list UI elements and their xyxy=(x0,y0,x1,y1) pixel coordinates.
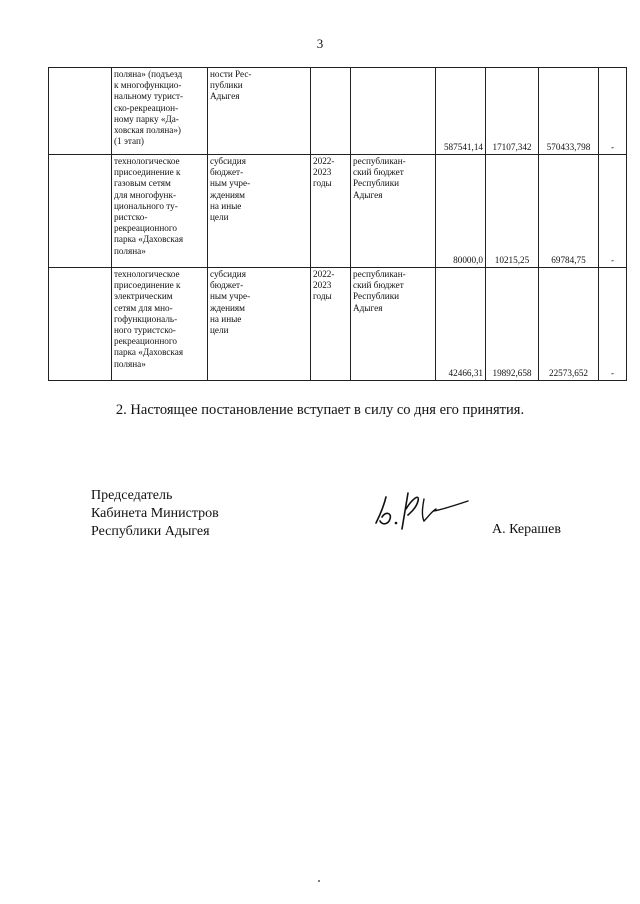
table-cell-form xyxy=(208,68,311,155)
table-cell-total: 80000,0 xyxy=(436,155,486,268)
table-cell-2022: 10215,25 xyxy=(486,155,539,268)
table-cell-form xyxy=(208,155,311,268)
signatory-title-line1: Председатель xyxy=(91,488,173,503)
table-cell-form xyxy=(208,268,311,381)
cell-text: технологическое присоединение к газовым сетям для многофунк- ционального ту- ристско- рекреационного парка «Даховская поляна» xyxy=(114,156,184,256)
cell-text: субсидия бюджет- ным учре- ждениям на иные цели xyxy=(210,269,251,336)
handwritten-signature xyxy=(372,487,472,535)
table-cell-extra: - xyxy=(599,155,627,268)
table-cell-name xyxy=(112,268,208,381)
table-cell-total: 42466,31 xyxy=(436,268,486,381)
page-number: 3 xyxy=(316,36,324,51)
table-cell-2022: 17107,342 xyxy=(486,68,539,155)
cell-text: республикан- ский бюджет Республики Адыгея xyxy=(353,269,406,313)
empty-cell xyxy=(49,68,112,155)
table-row xyxy=(49,68,627,155)
clause-text: 2. Настоящее постановление вступает в силу со дня его принятия. xyxy=(115,402,525,418)
table-cell-name xyxy=(112,155,208,268)
table-cell-2023: 22573,652 xyxy=(539,268,599,381)
cell-text: поляна» (подъезд к многофункцио- нальному турист- ско-рекреацион- ному парку «Да- ховская поляна») (1 этап) xyxy=(114,69,184,147)
signer-name: А. Керашев xyxy=(492,522,561,537)
scan-dot xyxy=(318,880,320,882)
cell-text: 2022- 2023 годы xyxy=(313,269,335,302)
table-cell-source xyxy=(351,68,436,155)
signatory-block xyxy=(91,487,219,541)
table-cell-source xyxy=(351,268,436,381)
table-cell-2022: 19892,658 xyxy=(486,268,539,381)
table-cell-period xyxy=(311,155,351,268)
table-row xyxy=(49,268,627,381)
cell-text: республикан- ский бюджет Республики Адыгея xyxy=(353,156,406,200)
empty-cell xyxy=(49,268,112,381)
signatory-title-line3: Республики Адыгея xyxy=(91,524,210,539)
cell-text: ности Рес- публики Адыгея xyxy=(210,69,252,102)
table-cell-2023: 69784,75 xyxy=(539,155,599,268)
signatory-title-line2: Кабинета Министров xyxy=(91,506,219,521)
table-cell-2023: 570433,798 xyxy=(539,68,599,155)
budget-table xyxy=(48,67,627,381)
table-row xyxy=(49,155,627,268)
table-cell-total: 587541,14 xyxy=(436,68,486,155)
table-cell-extra: - xyxy=(599,68,627,155)
cell-text: технологическое присоединение к электрическим сетям для мно- гофункциональ- ного туристско- рекреационного парка «Даховская поляна» xyxy=(114,269,184,369)
table-cell-period xyxy=(311,68,351,155)
table-cell-period xyxy=(311,268,351,381)
table-cell-source xyxy=(351,155,436,268)
table-cell-extra: - xyxy=(599,268,627,381)
table-cell-name xyxy=(112,68,208,155)
cell-text: субсидия бюджет- ным учре- ждениям на иные цели xyxy=(210,156,251,223)
empty-cell xyxy=(49,155,112,268)
cell-text: 2022- 2023 годы xyxy=(313,156,335,189)
